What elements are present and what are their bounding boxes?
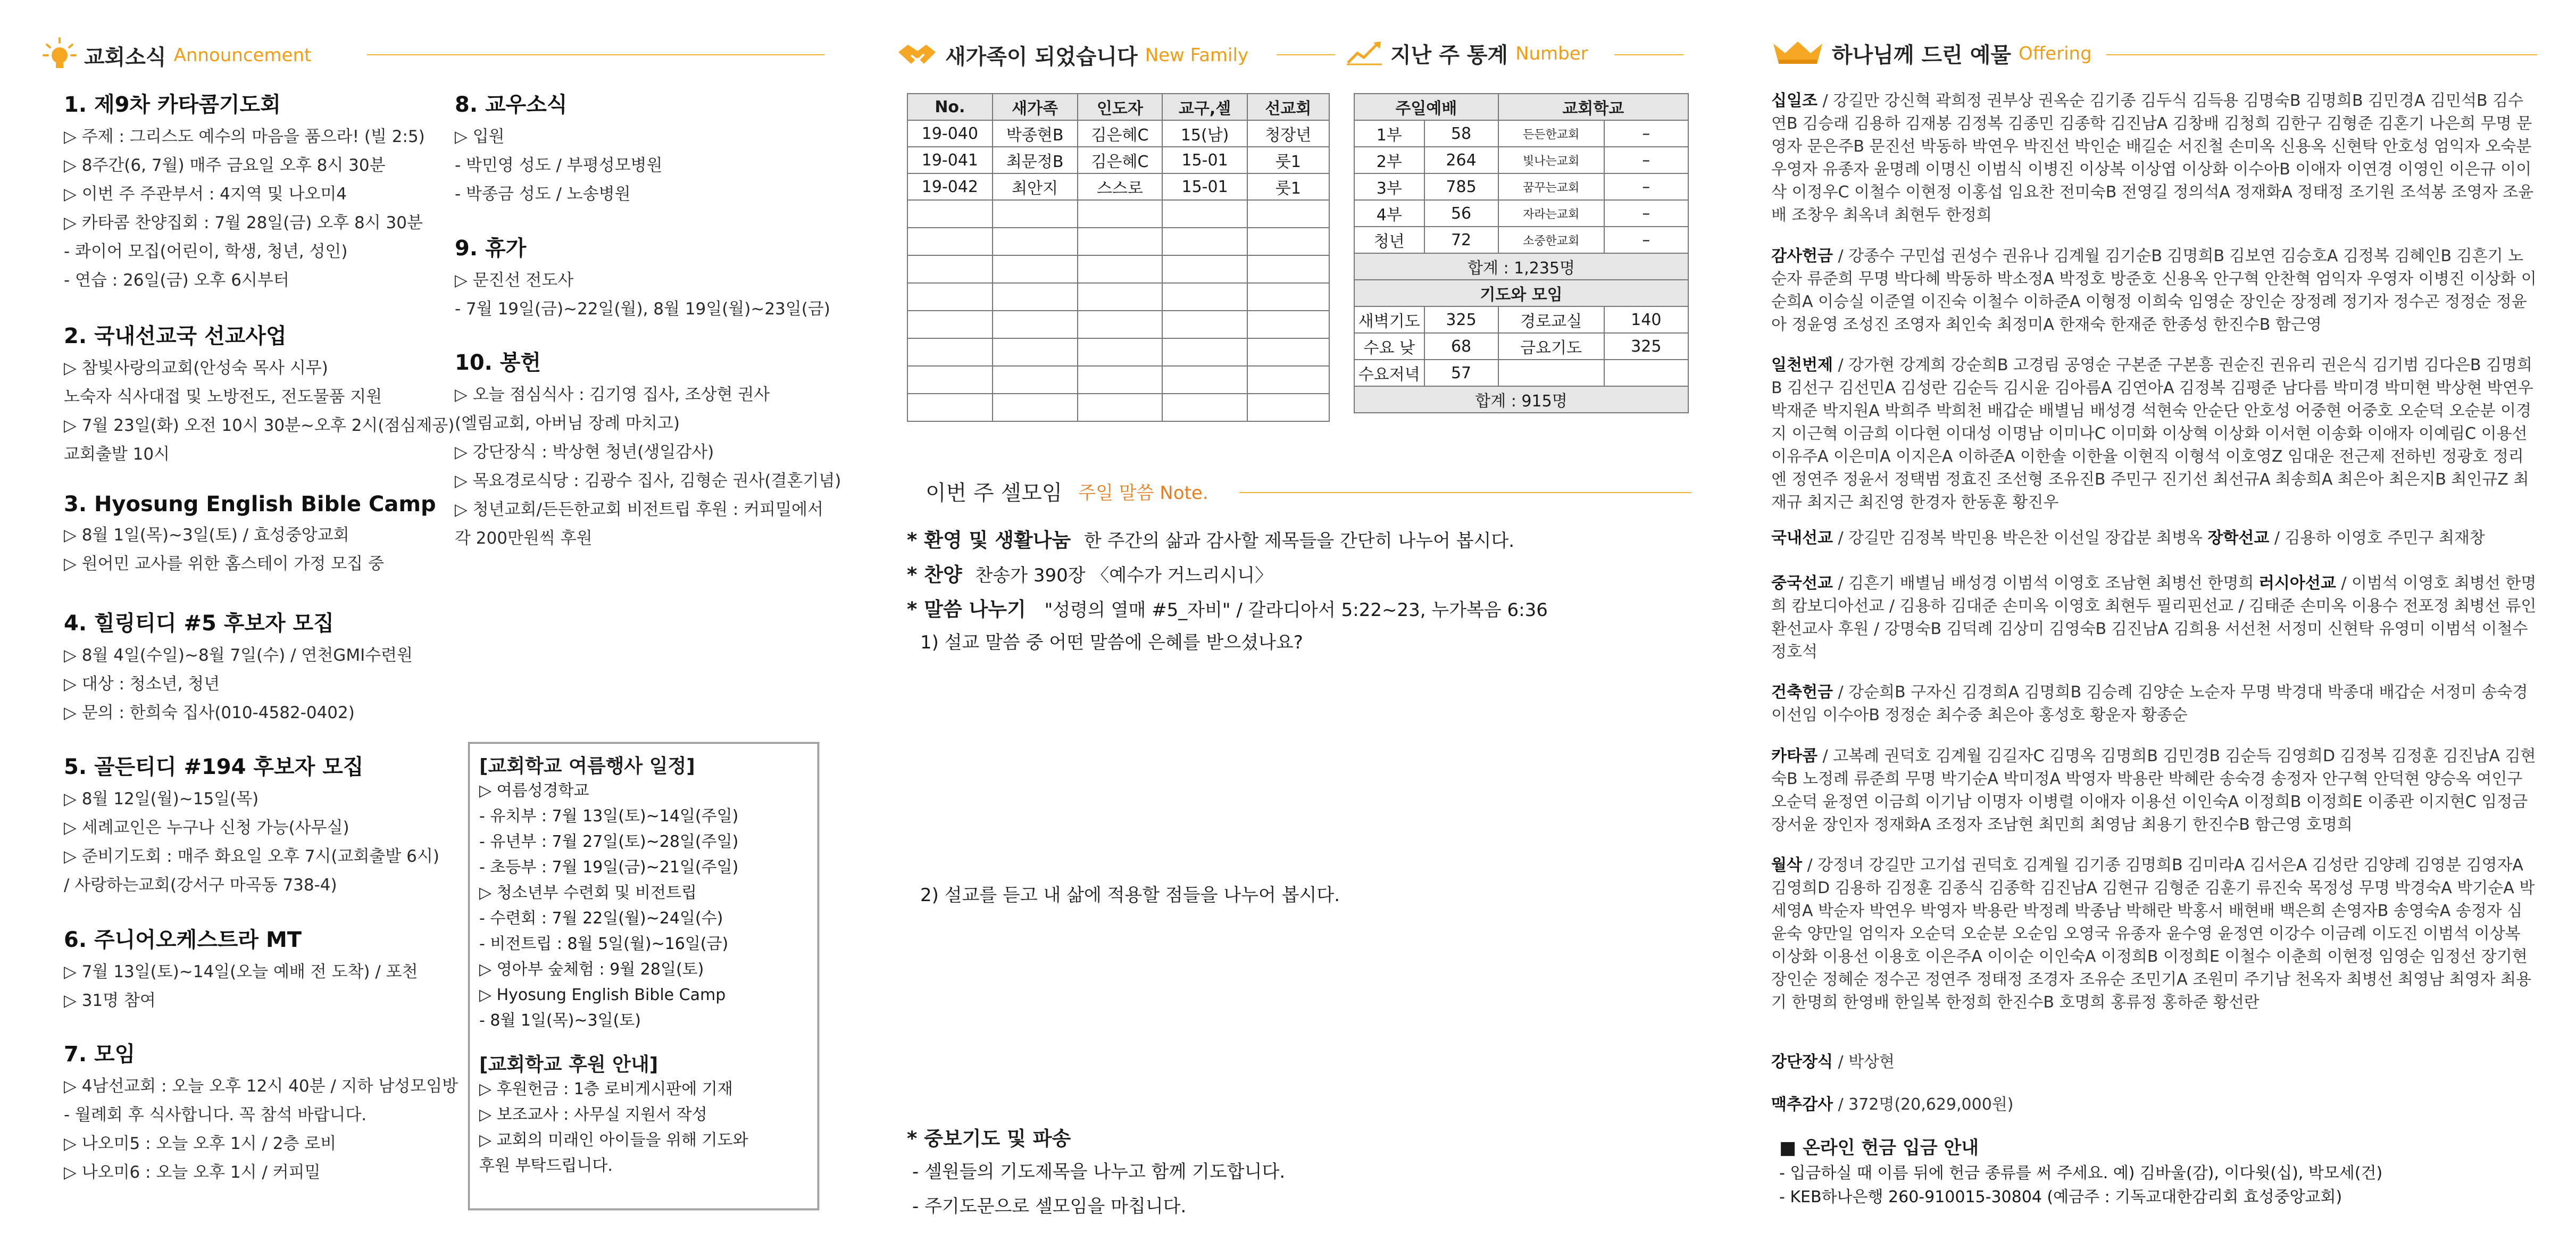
table-row-empty [907, 228, 1329, 255]
cell: 2부 [1354, 147, 1424, 173]
cell-word [907, 593, 1548, 622]
cell-question-2: 2) 설교를 듣고 내 삶에 적용할 점들을 나누어 봅시다. [920, 885, 1340, 906]
newfamily-title: 새가족이 되었습니다 [945, 45, 1138, 69]
section-line: - 월례회 후 식사합니다. 꼭 참석 바랍니다. [64, 1105, 367, 1125]
chart-line-icon [1346, 39, 1383, 68]
cell: 15(남) [1162, 120, 1247, 147]
announce-section-6 [64, 923, 418, 1015]
offering-title: 하나님께 드린 예물 [1832, 43, 2011, 68]
offering-domestic [1771, 527, 2537, 550]
box-line: - 비전트립 : 8월 5일(월)~16일(금) [479, 935, 729, 953]
section-line: ▷ 청년교회/든든한교회 비전트립 후원 : 커피밀에서 [455, 500, 823, 519]
table-row-empty [907, 200, 1329, 228]
offering-label: 맥추감사 [1771, 1095, 1833, 1114]
cell: 룻1 [1247, 173, 1329, 200]
cell: 수요 낮 [1354, 333, 1424, 360]
offering-names: / 박상현 [1832, 1053, 1895, 1071]
cell: 청장년 [1247, 120, 1329, 147]
offering-names: / 강정녀 강길만 고기섭 권덕호 김계월 김기종 김명희B 김미라A 김서은A 김성란 김양례 김영분 김영자A 김영희D 김용하 김정훈 김종식 김종학 김진남A 김현규 김형준 김훈기 류진숙 목정성 무명 박경숙A 박기순A 박세영A 박순자 박연우 박영자 박용란 박정례 박종남 박해란 박홍서 배현배 백은희 손영자B 송영숙A 송정자 심윤숙 양만일 엄익자 오순덕 오순분 오순임 오영국 유종자 윤수영 윤정연 이강수 이금례 이도진 이범석 이상복 이상화 이용선 이용호 이은주A 이이순 이인숙A 이정희B 이정희E 이철수 이춘희 이현정 임영순 임정선 장기현 장인순 정혜순 정수곤 정연주 정태정 조경자 조유순 조민기A 조원미 주기남 천옥자 최병선 최영남 최영자 최용기 한명희 한영배 한일복 한정희 한진수B 호명희 홍류정 홍하준 황선란 [1771, 856, 2535, 1012]
box-title: [교회학교 후원 안내] [479, 1054, 658, 1076]
cell: 새벽기도 [1354, 306, 1424, 333]
announce-section-8 [455, 88, 662, 209]
box-line: - 유치부 : 7월 13일(토)~14일(주일) [479, 807, 739, 826]
offering-missions [1771, 572, 2537, 663]
offering-label: 건축헌금 [1771, 683, 1833, 702]
cell-text: 찬송가 390장 〈예수가 거느리시니〉 [975, 565, 1273, 586]
offering-building [1771, 681, 2537, 727]
section-line: ▷ 세례교인은 누구나 신청 가능(사무실) [64, 818, 349, 837]
section-title: 6. 주니어오케스트라 MT [64, 928, 302, 952]
cell: 4부 [1354, 200, 1424, 227]
offering-label: 러시아선교 [2258, 574, 2336, 593]
table-row-empty [907, 394, 1329, 421]
box-line: ▷ Hyosung English Bible Camp [479, 986, 726, 1004]
offering-header [1771, 38, 2092, 69]
cell: 청년 [1354, 227, 1424, 253]
section-line: ▷ 문진선 전도사 [455, 271, 574, 290]
cell: 김은혜C [1078, 147, 1163, 173]
cell-intercession-2: - 주기도문으로 셀모임을 마칩니다. [912, 1196, 1187, 1217]
cell-question-1: 1) 설교 말씀 중 어떤 말씀에 은혜를 받으셨나요? [920, 632, 1303, 653]
box-line: - 수련회 : 7월 22일(월)~24일(수) [479, 909, 723, 928]
cell: 최안지 [993, 173, 1078, 200]
offering-label: 월삭 [1771, 856, 1802, 875]
offering-harvest [1771, 1093, 2537, 1116]
cell: 3부 [1354, 173, 1424, 200]
col-header: 선교회 [1247, 94, 1329, 120]
table-row-empty [907, 255, 1329, 283]
cell-label: * 환영 및 생활나눔 [907, 529, 1071, 552]
section-line: - 7월 19일(금)~22일(월), 8월 19일(월)~23일(금) [455, 299, 830, 319]
cell-title: 이번 주 셀모임 [926, 481, 1063, 505]
announce-section-2 [64, 319, 454, 469]
offering-names: / 강길만 김정복 박민용 박은찬 이선일 장갑분 최병옥 [1832, 529, 2208, 547]
table-row [907, 173, 1329, 200]
offering-names: / 김흔기 배별님 배성경 이범석 이영호 조남현 최병선 한명희 [1832, 574, 2259, 593]
offering-monthly [1771, 854, 2537, 1014]
online-offering-line2: - KEB하나은행 260-910015-30804 (예금주 : 기독교대한감리회 효성중앙교회) [1779, 1188, 2342, 1206]
newfamily-table [907, 93, 1330, 422]
cell-sub: 주일 말씀 Note. [1078, 482, 1208, 504]
table-row-empty [907, 366, 1329, 394]
announce-section-3 [64, 492, 436, 578]
offering-label: 중국선교 [1771, 574, 1833, 593]
cell: 금요기도 [1498, 333, 1604, 360]
stats-header [1346, 38, 1588, 69]
announce-section-10 [455, 346, 841, 553]
section-title: 8. 교우소식 [455, 93, 568, 117]
announce-section-4 [64, 606, 413, 727]
table-row [1354, 120, 1688, 147]
lightbulb-icon [43, 37, 77, 73]
table-row-empty [907, 283, 1329, 311]
section-title: 10. 봉헌 [455, 351, 541, 375]
cell: – [1604, 200, 1688, 227]
cell: 빛나는교회 [1498, 147, 1604, 173]
cell: – [1604, 147, 1688, 173]
section-line: - 콰이어 모집(어린이, 학생, 청년, 성인) [64, 242, 348, 261]
table-row [1354, 360, 1688, 386]
cell: 68 [1424, 333, 1498, 360]
cell: 57 [1424, 360, 1498, 386]
section-line: ▷ 31명 참여 [64, 991, 156, 1010]
offering-label: 강단장식 [1771, 1053, 1833, 1071]
newfamily-header [896, 40, 1248, 70]
offering-label: 장학선교 [2207, 529, 2270, 547]
section-line: - 박종금 성도 / 노송병원 [455, 185, 631, 204]
section-line: ▷ 8월 4일(수일)~8월 7일(수) / 연천GMI수련원 [64, 646, 413, 665]
section-line: (엘림교회, 아버님 장례 마치고) [455, 414, 680, 433]
offering-names: / 372명(20,629,000원) [1832, 1095, 2014, 1114]
cell: 든든한교회 [1498, 120, 1604, 147]
section-title: 7. 모임 [64, 1042, 136, 1067]
cell [1498, 360, 1604, 386]
cell: 19-042 [907, 173, 993, 200]
section-line: ▷ 오늘 점심식사 : 김기영 집사, 조상현 권사 [455, 385, 770, 404]
section-line: 각 200만원씩 후원 [455, 529, 593, 548]
cell: 소중한교회 [1498, 227, 1604, 253]
section-line: ▷ 준비기도회 : 매주 화요일 오후 7시(교회출발 6시) [64, 847, 439, 866]
section-line: ▷ 8월 1일(목)~3일(토) / 효성중앙교회 [64, 526, 349, 545]
stats-table [1354, 93, 1689, 413]
col-header: 새가족 [993, 94, 1078, 120]
stats-h2: 교회학교 [1498, 94, 1688, 120]
box-line: ▷ 청소년부 수련회 및 비전트립 [479, 884, 697, 902]
box-title: [교회학교 여름행사 일정] [479, 755, 695, 777]
col-header: 교구,셀 [1162, 94, 1247, 120]
cell: 325 [1604, 333, 1688, 360]
section-line: 교회출발 10시 [64, 445, 170, 464]
online-offering-title: ■ 온라인 헌금 입금 안내 [1779, 1137, 1979, 1159]
announce-section-1 [64, 88, 425, 295]
cell: 140 [1604, 306, 1688, 333]
cell: 785 [1424, 173, 1498, 200]
cell: – [1604, 173, 1688, 200]
announce-section-5 [64, 750, 439, 900]
announcement-eng: Announcement [173, 45, 312, 66]
section-line: ▷ 강단장식 : 박상현 청년(생일감사) [455, 443, 714, 462]
cell: 15-01 [1162, 147, 1247, 173]
section-line: 노숙자 식사대접 및 노방전도, 전도물품 지원 [64, 387, 382, 406]
table-row [1354, 306, 1688, 333]
cell-label: * 중보기도 및 파송 [907, 1127, 1071, 1150]
box-line: ▷ 영아부 숲체험 : 9월 28일(토) [479, 960, 704, 979]
cell: 최문정B [993, 147, 1078, 173]
cell-intercession [907, 1122, 1071, 1151]
cell-label: * 말씀 나누기 [907, 598, 1026, 621]
box-line: - 초등부 : 7월 19일(금)~21일(주일) [479, 858, 739, 877]
cell-intercession-1: - 셀원들의 기도제목을 나누고 함께 기도합니다. [912, 1161, 1286, 1183]
section-line: ▷ 목요경로식당 : 김광수 집사, 김형순 권사(결혼기념) [455, 471, 841, 490]
offering-label: 감사헌금 [1771, 247, 1833, 265]
stats-title: 지난 주 통계 [1390, 43, 1508, 68]
table-row [1354, 173, 1688, 200]
crown-icon [1771, 39, 1824, 68]
cell: – [1604, 227, 1688, 253]
section-title: 4. 힐링티디 #5 후보자 모집 [64, 611, 334, 636]
stats-total2: 합계 : 915명 [1354, 386, 1688, 413]
section-line: ▷ 7월 23일(화) 오전 10시 30분~오후 2시(점심제공) [64, 416, 455, 435]
cell: 자라는교회 [1498, 200, 1604, 227]
section-line: ▷ 주제 : 그리스도 예수의 마음을 품으라! (빌 2:5) [64, 127, 425, 146]
cell: 325 [1424, 306, 1498, 333]
cell: 경로교실 [1498, 306, 1604, 333]
col-header: No. [907, 94, 993, 120]
box-line: ▷ 후원헌금 : 1층 로비게시판에 기재 [479, 1080, 733, 1098]
cell-welcome [907, 524, 1514, 553]
table-row-empty [907, 311, 1329, 338]
cell: 김은혜C [1078, 120, 1163, 147]
offering-thanks [1771, 245, 2537, 336]
section-title: 5. 골든티디 #194 후보자 모집 [64, 755, 364, 779]
cell-praise [907, 559, 1273, 587]
handshake-icon [896, 41, 938, 69]
section-line: ▷ 입원 [455, 127, 505, 146]
cell: – [1604, 120, 1688, 147]
col-header: 인도자 [1078, 94, 1163, 120]
table-row [907, 120, 1329, 147]
offering-rule [2106, 54, 2537, 55]
announce-section-7 [64, 1037, 458, 1187]
cell: 룻1 [1247, 147, 1329, 173]
offering-names: / 김용하 이영호 주민구 최재창 [2269, 529, 2485, 547]
cell: 15-01 [1162, 173, 1247, 200]
offering-names: / 강가현 강계희 강순희B 고경림 공영순 구본준 구본흥 권순진 권유리 권은식 김기범 김다은B 김명희B 김선구 김선민A 김성란 김순득 김시윤 김아름A 김연아A 김정복 김평준 남다름 박미경 박미현 박상현 박연우 박재준 박지원A 박희주 박희천 배갑순 배별님 배성경 석현숙 안순단 안호성 어중현 어중호 오순덕 오순분 이경지 이근혁 이금희 이다현 이대성 이명남 이미나C 이미화 이상혁 이상화 이서현 이송화 이애자 이예림C 이용선 이유주A 이은미A 이지은A 이하준A 이한솔 이한율 이현직 이형석 이호영Z 임대운 전근제 전하빈 정광호 정리엔 정연주 정윤서 정택범 정효진 조선형 조유진B 주민구 진기선 최선규A 최송희A 최은아 최은지B 최인규Z 최재규 최지근 최진영 한경자 한동훈 황진우 [1771, 356, 2533, 512]
section-title: 2. 국내선교국 선교사업 [64, 324, 287, 348]
section-line: ▷ 참빛사랑의교회(안성숙 목사 시무) [64, 359, 328, 378]
section-line: ▷ 원어민 교사를 위한 홈스테이 가정 모집 중 [64, 554, 384, 573]
cell: 19-041 [907, 147, 993, 173]
cell-text: "성령의 열매 #5_자비" / 갈라디아서 5:22~23, 누가복음 6:36 [1044, 600, 1548, 621]
cell-label: * 찬양 [907, 563, 962, 586]
box-line: ▷ 교회의 미래인 아이들을 위해 기도와 [479, 1131, 748, 1150]
section-line: ▷ 나오미6 : 오늘 오후 1시 / 커피밀 [64, 1163, 321, 1182]
cell: 72 [1424, 227, 1498, 253]
cell [1604, 360, 1688, 386]
section-title: 3. Hyosung English Bible Camp [64, 492, 436, 517]
announcement-header [43, 37, 311, 73]
newfamily-eng: New Family [1145, 44, 1249, 66]
cell: 박종현B [993, 120, 1078, 147]
cell: 수요저녁 [1354, 360, 1424, 386]
section-line: / 사랑하는교회(강서구 마곡동 738-4) [64, 876, 337, 895]
cell: 1부 [1354, 120, 1424, 147]
school-summer-box [468, 742, 819, 1210]
announcement-title: 교회소식 [84, 45, 166, 70]
box-line: - 유년부 : 7월 27일(토)~28일(주일) [479, 833, 739, 851]
cell: 58 [1424, 120, 1498, 147]
table-row-empty [907, 338, 1329, 366]
section-line: ▷ 문의 : 한희숙 집사(010-4582-0402) [64, 703, 355, 722]
cell: 56 [1424, 200, 1498, 227]
stats-total1: 합계 : 1,235명 [1354, 253, 1688, 280]
offering-names: / 이범석 이영호 최병선 한명희 캄보디아선교 / 김용하 김대준 손미옥 이영호 최현두 필리핀선교 / 김태준 손미옥 이용수 전포정 최병선 류인환선교사 후원 / 강명숙B 김덕례 김상미 김영숙B 김진남A 김희용 서선천 서정미 신현탁 유영미 이범석 이철수 정호석 [1771, 574, 2537, 661]
offering-tithe [1771, 89, 2537, 227]
offering-catacomb [1771, 745, 2537, 836]
offering-thousand [1771, 354, 2537, 514]
cell-text: 한 주간의 삶과 감사할 제목들을 간단히 나누어 봅시다. [1084, 530, 1515, 552]
offering-label: 일천번제 [1771, 356, 1833, 374]
cell: 꿈꾸는교회 [1498, 173, 1604, 200]
cell: 19-040 [907, 120, 993, 147]
section-line: ▷ 4남선교회 : 오늘 오후 12시 40분 / 지하 남성모임방 [64, 1077, 458, 1096]
newfamily-rule [1277, 54, 1335, 55]
section-title: 1. 제9차 카타콤기도회 [64, 93, 281, 117]
section-line: - 박민영 성도 / 부평성모병원 [455, 156, 663, 175]
box-line: ▷ 보조교사 : 사무실 지원서 작성 [479, 1105, 707, 1124]
offering-eng: Offering [2018, 43, 2092, 64]
offering-label: 카타콤 [1771, 747, 1818, 765]
table-row [1354, 227, 1688, 253]
stats-rule [1614, 54, 1683, 55]
offering-altar [1771, 1051, 2537, 1073]
offering-names: / 강순희B 구자신 김경희A 김명희B 김승례 김양순 노순자 무명 박경대 박종대 배갑순 서정미 송숙경 이선임 이수아B 정정순 최수중 최은아 홍성호 황운자 황종순 [1771, 683, 2528, 725]
announce-section-9 [455, 231, 830, 323]
box-line: - 8월 1일(목)~3일(토) [479, 1011, 641, 1030]
offering-label: 국내선교 [1771, 529, 1833, 547]
section-line: ▷ 나오미5 : 오늘 오후 1시 / 2층 로비 [64, 1134, 337, 1153]
section-title: 9. 휴가 [455, 236, 527, 261]
table-row [1354, 333, 1688, 360]
section-line: ▷ 7월 13일(토)~14일(오늘 예배 전 도착) / 포천 [64, 962, 418, 981]
box-line: ▷ 여름성경학교 [479, 781, 589, 800]
box-line: 후원 부탁드립니다. [479, 1156, 613, 1175]
stats-h1: 주일예배 [1354, 94, 1498, 120]
table-row [1354, 200, 1688, 227]
offering-names: / 고복례 권덕호 김계월 김길자C 김명옥 김명희B 김민경B 김순득 김영희D 김정복 김정훈 김진남A 김현숙B 노정례 류준희 무명 박기순A 박미정A 박영자 박용란 박혜란 송숙경 송정자 안구혁 안덕현 양승옥 여인구 오순덕 윤정연 이금희 이기남 이명자 이병렬 이애자 이용선 이인숙A 이정희B 이정희E 이종관 이지현C 임정금 장서윤 장인자 정재화A 조정자 조남현 최민희 최영남 최용기 한진수B 함근영 호명희 [1771, 747, 2536, 834]
offering-names: / 강길만 강신혁 곽희정 권부상 권옥순 김기종 김두식 김득용 김명숙B 김명희B 김민경A 김민석B 김수연B 김승래 김용하 김재봉 김정복 김종민 김종학 김진남A 김창배 김청희 김한구 김형준 김혼기 나은희 무명 문영자 문은주B 문진선 박동하 박연우 박진선 박인순 배길순 서진철 손미옥 신용옥 신현탁 안호성 엄익자 오숙분 우영자 유종자 윤명례 이명신 이범식 이병진 이상복 이상엽 이상화 이수아B 이애자 이연경 이영인 이은규 이이삭 이정우C 이철수 이현정 이홍섭 임요찬 전미숙B 전영길 정의석A 정재화A 정태정 조기원 조석봉 조영자 조윤배 조창우 최옥녀 최현두 한정희 [1771, 91, 2534, 224]
cell: 스스로 [1078, 173, 1163, 200]
section-line: ▷ 카타콤 찬양집회 : 7월 28일(금) 오후 8시 30분 [64, 213, 423, 232]
cell-header [926, 476, 1208, 506]
table-row [1354, 147, 1688, 173]
section-line: ▷ 8주간(6, 7월) 매주 금요일 오후 8시 30분 [64, 156, 386, 175]
section-line: ▷ 대상 : 청소년, 청년 [64, 675, 220, 694]
section-line: ▷ 8월 12일(월)~15일(목) [64, 789, 259, 809]
stats-eng: Number [1515, 43, 1588, 64]
offering-names: / 강종수 구민섭 권성수 권유나 김계월 김기순B 김명희B 김보연 김승호A 김정복 김혜인B 김흔기 노순자 류준희 무명 박다혜 박동하 박소정A 박정호 방준호 신용옥 안구혁 안찬혁 엄익자 우영자 이병진 이상화 이순희A 이승실 이준열 이진숙 이철수 이하준A 이형정 이희숙 임영순 장인순 장정례 정기자 정수곤 정정순 정윤아 정윤영 조성진 조영자 최인숙 최정미A 한재숙 한재준 한종성 한진수B 함근영 [1771, 247, 2537, 334]
section-line: - 연습 : 26일(금) 오후 6시부터 [64, 271, 289, 290]
online-offering-line1: - 입금하실 때 이름 뒤에 헌금 종류를 써 주세요. 예) 김바울(감), 이다윗(십), 박모세(건) [1779, 1164, 2383, 1183]
section-line: ▷ 이번 주 주관부서 : 4지역 및 나오미4 [64, 185, 347, 204]
stats-h3: 기도와 모임 [1354, 280, 1688, 306]
cell-rule [1239, 492, 1691, 493]
announcement-rule [367, 54, 824, 55]
offering-label: 십일조 [1771, 91, 1818, 110]
table-row [907, 147, 1329, 173]
cell: 264 [1424, 147, 1498, 173]
